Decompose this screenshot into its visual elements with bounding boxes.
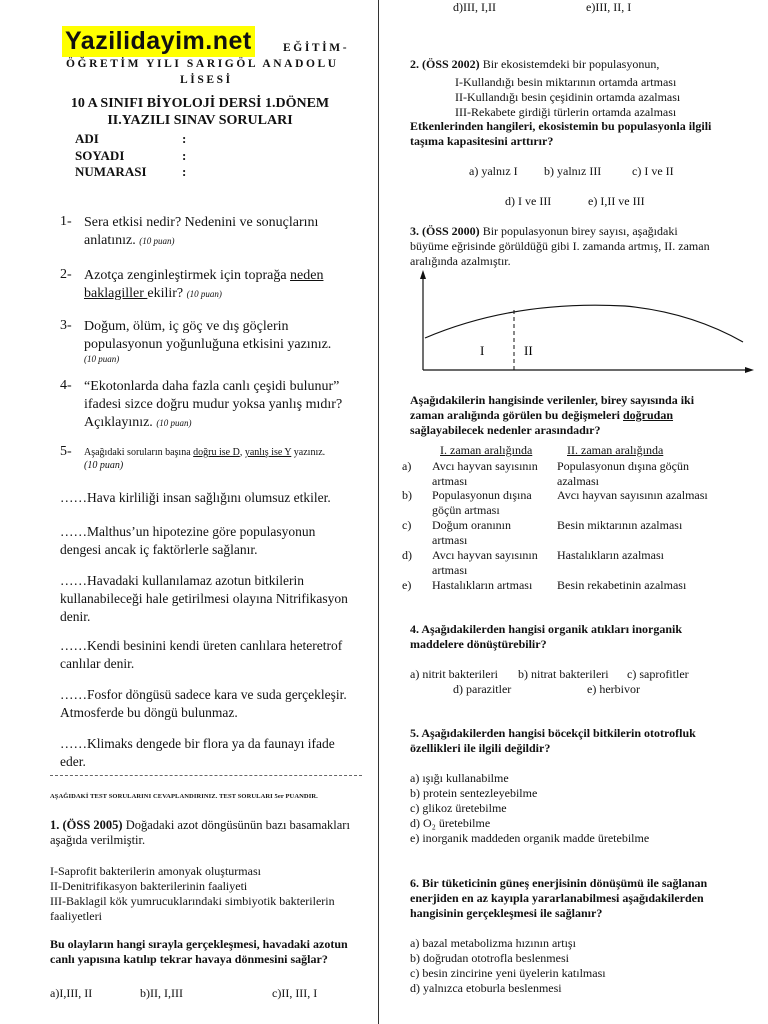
tq1-question-1: Bu olayların hangi sırayla gerçekleşmesi, havadaki azotun: [50, 937, 348, 951]
test-question-1: [50, 818, 370, 848]
exam-title-1: 10 A SINIFI BİYOLOJİ DERSİ 1.DÖNEM: [70, 96, 330, 111]
tq5-option-a[interactable]: a) ışığı kullanabilme: [410, 771, 509, 785]
tf5-line2: Atmosferde bu döngü bulunmaz.: [60, 705, 238, 720]
tq2-item-3: III-Rekabete girdiği türlerin ortamda azalması: [455, 105, 677, 119]
tq2-items: [455, 75, 755, 120]
tq3-option-b[interactable]: b): [402, 488, 412, 502]
tq1-option-c[interactable]: c)II, III, I: [272, 986, 318, 1000]
tq1-option-b[interactable]: b)II, I,III: [140, 986, 183, 1000]
tq3-intro-line1: [410, 224, 760, 239]
test-question-3: [410, 224, 760, 269]
tq6-options: [410, 936, 765, 996]
tf6-line2: eder.: [60, 754, 86, 769]
oq3-number: 3-: [60, 318, 72, 333]
oq2-line2a: baklagiller: [84, 286, 148, 301]
oq1-line2: [84, 232, 374, 250]
tf-statement-5: [60, 686, 372, 722]
tq5-option-c[interactable]: c) glikoz üretebilme: [410, 801, 507, 815]
tf-statement-2: [60, 523, 372, 559]
tq3-row-a-c2a: Populasyonun dışına göçün: [557, 459, 689, 473]
tq6-question-1: 6. Bir tüketicinin güneş enerjisinin dönüşümü ile sağlanan: [410, 876, 708, 890]
oq3-line1: Doğum, ölüm, iç göç ve dış göçlerin: [84, 319, 289, 334]
x-axis-arrow: [745, 367, 754, 373]
oq5-instr-b: doğru ise D: [193, 447, 240, 458]
tq3-question-1: Aşağıdakilerin hangisinde verilenler, birey sayısında iki: [410, 393, 695, 407]
tq6-question-2: enerjiden en az kayıpla yararlanabilmesi aşağıdakilerden: [410, 891, 704, 905]
surname-label: SOYADI: [75, 148, 125, 163]
tf4-line1: ……Kendi besinini kendi üreten canlılara heteretrof: [60, 638, 343, 653]
tq3-row-d-c1a: Avcı hayvan sayısının: [432, 548, 538, 562]
tf5-line1: ……Fosfor döngüsü sadece kara ve suda gerçekleşir.: [60, 687, 347, 702]
oq2-line2b: ekilir?: [147, 286, 184, 301]
growth-curve: [425, 305, 743, 342]
tq3-row-b-c1b: göçün artması: [432, 503, 500, 517]
tf-statement-6: [60, 735, 372, 771]
test-question-6: [410, 876, 765, 921]
tq6-question-3: hangisinin gerçekleşmesi ile sağlanır?: [410, 906, 603, 920]
oq4-line1: “Ekotonlarda daha fazla canlı çeşidi bulunur”: [84, 379, 340, 394]
tq5-option-b[interactable]: b) protein sentezleyebilme: [410, 786, 538, 800]
tf4-line2: canlılar denir.: [60, 656, 135, 671]
tq2-item-1: I-Kullandığı besin miktarının ortamda artması: [455, 75, 677, 89]
oq5-instr-a: Aşağıdaki soruların başına: [84, 447, 194, 458]
tq1-intro2: aşağıda verilmiştir.: [50, 833, 146, 847]
number-sep: :: [182, 164, 187, 179]
oq4-points: (10 puan): [156, 418, 192, 428]
open-question-1: [84, 214, 374, 250]
tq3-row-d-c1b: artması: [432, 563, 468, 577]
tq3-row-d-c2a: Hastalıkların azalması: [557, 548, 664, 562]
tq2-question-1: Etkenlerinden hangileri, ekosistemin bu populasyonla ilgili: [410, 119, 712, 133]
tf6-line1: ……Klimaks dengede bir flora ya da faunayı ifade: [60, 736, 335, 751]
tq3-row-a-c1a: Avcı hayvan sayısının: [432, 459, 538, 473]
tq3-row-e-col2: [557, 578, 757, 593]
tf2-line2: dengesi ancak iç faktörlerle sağlanır.: [60, 542, 258, 557]
growth-curve-graph: [410, 268, 765, 378]
tq5-option-e[interactable]: e) inorganik maddeden organik madde üretebilme: [410, 831, 650, 845]
tq3-row-c-col1: [432, 518, 552, 548]
oq2-line1: [84, 267, 374, 285]
tq3-row-b-c2a: Avcı hayvan sayısının azalması: [557, 488, 708, 502]
tq3-option-c[interactable]: c): [402, 518, 412, 532]
oq2-points: (10 puan): [186, 289, 222, 299]
oq3-line2: populasyonun yoğunluğuna etkisini yazınız.: [84, 337, 332, 352]
tq6-option-c[interactable]: c) besin zincirine yeni üyelerin katılması: [410, 966, 606, 980]
tq3-intro3: aralığında azalmıştır.: [410, 254, 511, 268]
tq4-option-a[interactable]: a) nitrit bakterileri: [410, 667, 498, 681]
tq1-items: [50, 864, 370, 924]
tq1-item-1: I-Saprofit bakterilerin amonyak oluşturması: [50, 864, 261, 878]
table-col1-header: I. zaman aralığında: [440, 443, 533, 457]
section-divider: [50, 775, 362, 776]
test-question-5: [410, 726, 765, 756]
test-instructions: AŞAĞIDAKİ TEST SORULARINI CEVAPLANDIRINIZ. TEST SORULARI 5er PUANDIR.: [50, 793, 318, 800]
test-question-2: [410, 57, 760, 72]
interval-label-1: I: [480, 343, 485, 358]
open-question-5: [84, 446, 374, 472]
tq1-intro: [50, 818, 370, 833]
tq3-row-a-col2: [557, 459, 757, 489]
tq3-row-a-c2b: azalması: [557, 474, 599, 488]
tq3-row-c-c2a: Besin miktarının azalması: [557, 518, 683, 532]
tq1-option-e[interactable]: e)III, II, I: [586, 0, 632, 14]
tq6-option-d[interactable]: d) yalnızca etoburla beslenmesi: [410, 981, 562, 995]
tq5-question-1: 5. Aşağıdakilerden hangisi böcekçil bitkilerin ototrofluk: [410, 726, 696, 740]
oq4-number: 4-: [60, 378, 72, 393]
tq5-question-2: özellikleri ile ilgili değildir?: [410, 741, 551, 755]
tq3-intro2: büyüme eğrisinde görüldüğü gibi I. zamanda artmış, II. zaman: [410, 239, 710, 253]
tq3-question-2b: doğrudan: [623, 408, 674, 422]
tf-statement-3: [60, 572, 372, 626]
oq1-line2-text: anlatınız.: [84, 233, 136, 248]
tq5-option-d[interactable]: d) O₂ üretebilme: [410, 816, 491, 830]
tq1-question: [50, 937, 370, 967]
tf-statement-1: [60, 489, 372, 507]
tq6-option-a[interactable]: a) bazal metabolizma hızının artışı: [410, 936, 576, 950]
tq3-option-e[interactable]: e): [402, 578, 412, 592]
tf3-line2: kullanabileceği hale getirilmesi olayına Nitrifikasyon: [60, 591, 348, 606]
tq4-option-d[interactable]: d) parazitler: [453, 682, 512, 696]
oq1-points: (10 puan): [139, 236, 175, 246]
tq4-option-c[interactable]: c) saprofitler: [627, 667, 689, 681]
tq1-item-2: II-Denitrifikasyon bakterilerinin faaliyeti: [50, 879, 248, 893]
open-question-3: [84, 318, 374, 365]
tq2-intro: Bir ekosistemdeki bir populasyonun,: [479, 57, 660, 71]
oq2-line1b: neden: [290, 268, 324, 283]
number-label: NUMARASI: [75, 164, 147, 179]
tf-statement-4: [60, 637, 372, 673]
tq1-option-d[interactable]: d)III, I,II: [453, 0, 496, 14]
oq4-line3: [84, 414, 374, 432]
tq2-option-e[interactable]: e) I,II ve III: [588, 194, 645, 208]
tq3-row-e-c2a: Besin rekabetinin azalması: [557, 578, 687, 592]
tq3-question-2a: zaman aralığında görülen bu değişmeleri: [410, 408, 623, 422]
tq2-option-b[interactable]: b) yalnız III: [544, 164, 602, 178]
tq4-option-e[interactable]: e) herbivor: [587, 682, 640, 696]
tq3-row-c-c1a: Doğum oranının: [432, 518, 511, 532]
tq2-question-2: taşıma kapasitesini arttırır?: [410, 134, 554, 148]
tq1-item-3: III-Baklagil kök yumrucuklarındaki simbiyotik bakterilerin: [50, 894, 335, 908]
tq4-question-2: maddelere dönüştürebilir?: [410, 637, 547, 651]
tq3-row-d-col1: [432, 548, 552, 578]
tq3-option-d[interactable]: d): [402, 548, 412, 562]
interval-label-2: II: [524, 343, 533, 358]
oq2-line1a: Azotça zenginleştirmek için toprağa: [84, 268, 291, 283]
test-question-4: [410, 622, 765, 652]
exam-title-2: II.YAZILI SINAV SORULARI: [107, 113, 293, 128]
open-question-4: [84, 378, 374, 432]
tf3-line1: ……Havadaki kullanılamaz azotun bitkilerin: [60, 573, 305, 588]
tq3-question: [410, 393, 765, 438]
name-label: ADI: [75, 131, 99, 146]
tq3-row-c-c1b: artması: [432, 533, 468, 547]
oq5-instr-d: yanlış ise Y: [244, 447, 292, 458]
tq3-row-b-col2: [557, 488, 757, 503]
oq5-instr-c: ,: [239, 447, 245, 458]
oq4-line2: ifadesi sizce doğru mudur yoksa yanlış mıdır?: [84, 397, 343, 412]
oq1-number: 1-: [60, 214, 72, 229]
tq3-intro1: Bir populasyonun birey sayısı, aşağıdaki: [479, 224, 678, 238]
tq6-option-b[interactable]: b) doğrudan ototrofla beslenmesi: [410, 951, 569, 965]
oq5-points: (10 puan): [84, 460, 124, 471]
tq2-option-c[interactable]: c) I ve II: [632, 164, 674, 178]
tq3-label: 3. (ÖSS 2000): [410, 224, 480, 238]
name-sep: :: [182, 131, 187, 146]
tq3-row-b-c1a: Populasyonun dışına: [432, 488, 532, 502]
oq1-line1: Sera etkisi nedir? Nedenini ve sonuçlarını: [84, 215, 319, 230]
tf2-line1: ……Malthus’un hipotezine göre populasyonun: [60, 524, 316, 539]
header-line3: LİSESİ: [180, 74, 233, 86]
tf3-line3: denir.: [60, 609, 91, 624]
tq2-option-a[interactable]: a) yalnız I: [469, 164, 518, 178]
tq2-item-2: II-Kullandığı besin çeşidinin ortamda azalması: [455, 90, 681, 104]
tq3-question-3: sağlayabilecek nedenler arasındadır?: [410, 423, 601, 437]
tq3-row-d-col2: [557, 548, 757, 563]
oq5-number: 5-: [60, 444, 72, 459]
tq2-question: [410, 119, 760, 149]
oq2-line2: [84, 285, 374, 303]
tq3-row-e-c1a: Hastalıkların artması: [432, 578, 533, 592]
tq3-row-a-col1: [432, 459, 552, 489]
header-line1-tail: EĞİTİM-: [283, 42, 350, 54]
tq2-label: 2. (ÖSS 2002): [410, 57, 480, 71]
header-line2: ÖĞRETİM YILI SARIGÖL ANADOLU: [66, 58, 339, 70]
oq4-line3-text: Açıklayınız.: [84, 415, 153, 430]
oq5-instructions: [84, 446, 374, 459]
tq3-question-2: [410, 408, 765, 423]
table-col2-header: II. zaman aralığında: [567, 443, 664, 457]
column-divider: [378, 0, 379, 1024]
surname-sep: :: [182, 148, 187, 163]
tq4-question-1: 4. Aşağıdakilerden hangisi organik atıkları inorganik: [410, 622, 683, 636]
tq3-row-a-c1b: artması: [432, 474, 468, 488]
tq1-question-2: canlı yapısına katılıp tekrar havaya dönmesini sağlar?: [50, 952, 328, 966]
tq1-item-4: faaliyetleri: [50, 909, 102, 923]
tq3-row-b-col1: [432, 488, 552, 518]
tq2-option-d[interactable]: d) I ve III: [505, 194, 552, 208]
tq1-option-a[interactable]: a)I,III, II: [50, 986, 93, 1000]
tq3-row-e-col1: [432, 578, 552, 593]
tq5-options: [410, 771, 765, 846]
tq3-option-a[interactable]: a): [402, 459, 412, 473]
site-logo[interactable]: Yazilidayim.net: [62, 26, 255, 57]
open-question-2: [84, 267, 374, 303]
oq3-points: (10 puan): [84, 354, 120, 364]
tf1-line1: ……Hava kirliliği insan sağlığını olumsuz etkiler.: [60, 490, 331, 505]
tq3-row-c-col2: [557, 518, 757, 533]
tq1-intro1: Doğadaki azot döngüsünün bazı basamakları: [122, 818, 350, 832]
tq1-label: 1. (ÖSS 2005): [50, 818, 123, 832]
oq5-instr-e: yazınız.: [291, 447, 326, 458]
tq4-option-b[interactable]: b) nitrat bakterileri: [518, 667, 609, 681]
oq2-number: 2-: [60, 267, 72, 282]
